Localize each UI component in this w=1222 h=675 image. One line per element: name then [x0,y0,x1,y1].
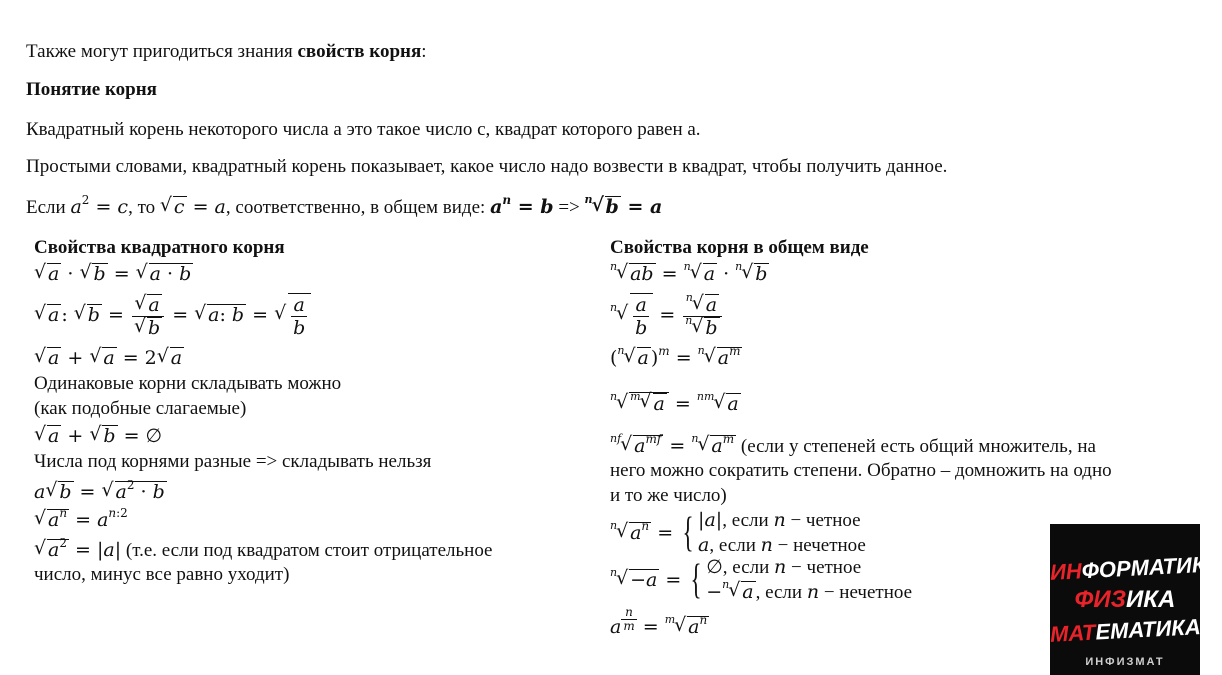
formula-a-squared: $a^2 = c$ [70,193,129,218]
logo-line-informatika: ИНФОРМАТИКА [1049,550,1222,585]
formula-nroot-quotient: $^n$ √ $\frac{a}{b}$ = $\frac{^n√ a}{^n√ b}$ [610,292,724,339]
formula-sqrt-sum-same: √ a + √ a = 2√ a [34,346,184,370]
formula-general-root: $^n$√ b = a [585,196,663,218]
case2-odd-if: , если [755,582,807,603]
section-heading: Понятие корня [26,79,157,100]
note-abs-2: число, минус все равно уходит) [34,564,290,585]
note-like-terms: Одинаковые корни складывать можно [34,373,342,394]
if-middle: , то [128,197,160,218]
formula-sqrt-product: √ a · √ b = √ a · b [34,262,193,286]
if-prefix: Если [26,197,71,218]
logo-line-fizika: ФИЗИКА [1074,586,1176,613]
logo-brand: ИНФИЗМАТ [1085,656,1165,668]
formula-abs-line [34,538,492,563]
formula-general: $a^n = b$ [490,193,554,218]
formula-common-factor: $^{nf}$√ $a^{mf} = ^n√$ $a^m$ [610,435,736,457]
simple-explanation: Простыми словами, квадратный корень показывает, какое число надо возвести в квадрат, чтобы получить данное. [26,156,948,177]
note-like-terms-2: (как подобные слагаемые) [34,398,247,419]
case-even-if: , если [722,510,774,531]
formula-abs: √ $a^2 = |a|$ [34,539,121,561]
case2-even-word: − четное [786,557,862,578]
infizmat-logo [1049,524,1222,675]
note-different: Числа под корнями разные => складывать нельзя [34,451,432,472]
formula-fractional-power: a $^{\frac{n}{m}}$ = $^m$√ $a^n$ [610,606,709,642]
formula-sqrt-c: √ c = a [160,196,226,218]
intro-line [26,40,427,64]
case2-even-if: , если [722,557,775,578]
formula-power-half: √ $a^n = a^{n:2}$ [34,508,128,532]
note-abs: (т.е. если под квадратом стоит отрицательное [121,540,493,561]
formula-nroot-power: ($^n$√ a )$^m$ = $^n$√ $a^m$ [610,346,742,370]
intro-colon: : [421,41,427,62]
formula-sqrt-quotient: √ a : √ b = √ a √ b = √ a: b = √ $\frac{a}{b}$ [34,292,311,339]
note-common-2: него можно сократить степени. Обратно – домножить на одно [610,460,1112,481]
note-common-1: (если у степеней есть общий множитель, на [736,436,1096,457]
case-odd-word: − нечетное [772,535,866,556]
definition-text: Квадратный корень некоторого числа а это такое число с, квадрат которого равен а. [26,119,701,140]
formula-factor-in: a√ b = √ $a^2 \cdot b$ [34,480,167,504]
note-common-3: и то же число) [610,485,727,506]
case2-odd-word: − нечетное [819,582,913,603]
formula-even-odd: $^n$√ $a^n$ = { |a|, если n − четное a, если n − нечетное [610,508,866,558]
if-general: , соответственно, в общем виде: [225,197,491,218]
if-formula-line [26,195,662,220]
left-column-title: Свойства квадратного корня [34,237,285,258]
formula-common-factor-line [610,434,1096,459]
formula-nested-root: $^n$√ $^m$√ a = $^{nm}$√ a [610,392,741,416]
intro-bold: свойств корня [297,41,422,62]
right-column-title: Свойства корня в общем виде [610,237,869,258]
formula-negative-root: $^n$√ −a = { ∅, если n − четное −$^n$√ a , если n − нечетное [610,555,912,605]
intro-text: Также могут пригодиться знания [26,41,298,62]
logo-line-matematika: МАТЕМАТИКА [1049,614,1202,647]
formula-sqrt-sum-diff: √ a + √ b = ∅ [34,424,162,448]
implies: => [558,197,580,218]
case-odd-if: , если [709,535,761,556]
formula-nroot-product: $^n$√ ab = $^n$√ a · $^n$√ b [610,262,769,286]
case-even-word: − четное [785,510,861,531]
